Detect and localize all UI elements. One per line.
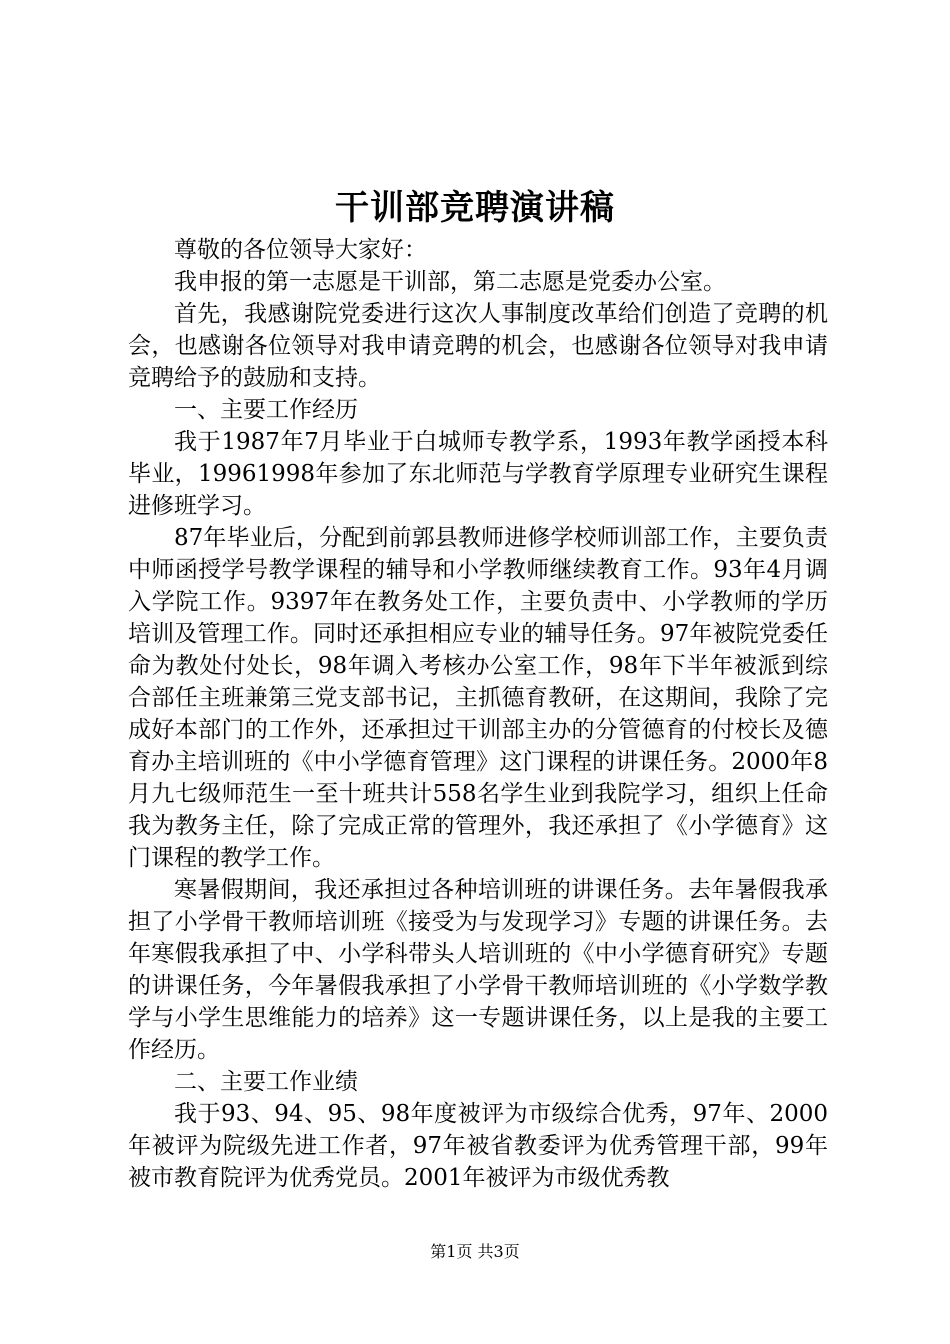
thanks-paragraph: 首先，我感谢院党委进行这次人事制度改革给们创造了竞聘的机会，也感谢各位领导对我申请竞聘的机会，也感谢各位领导对我申请竞聘给予的鼓励和支持。 <box>128 301 828 391</box>
work-history-paragraph: 87年毕业后，分配到前郭县教师进修学校师训部工作，主要负责中师函授学号教学课程的辅导和小学教师继续教育工作。93年4月调入学院工作。9397年在教务处工作，主要负责中、小学教师的学历培训及管理工作。同时还承担相应专业的辅导任务。97年被院党委任命为教处付处长，98年调入考核办公室工作，98年下半年被派到综合部任主班兼第三党支部书记，主抓德育教研，在这期间，我除了完成好本部门的工作外，还承担过干训部主办的分管德育的付校长及德育办主培训班的《中小学德育管理》这门课程的讲课任务。2000年8月九七级师范生一至十班共计558名学生业到我院学习，组织上任命我为教务主任，除了完成正常的管理外，我还承担了《小学德育》这门课程的教学工作。 <box>128 525 828 871</box>
section-heading-experience: 一、主要工作经历 <box>174 397 358 423</box>
document-body <box>128 234 828 1194</box>
greeting-paragraph: 尊敬的各位领导大家好： <box>174 237 427 263</box>
choice-paragraph: 我申报的第一志愿是干训部，第二志愿是党委办公室。 <box>174 269 726 295</box>
document-title: 干训部竞聘演讲稿 <box>335 188 615 228</box>
education-paragraph: 我于1987年7月毕业于白城师专教学系，1993年教学函授本科毕业，19961998年参加了东北师范与学教育学原理专业研究生课程进修班学习。 <box>128 429 828 519</box>
achievements-paragraph: 我于93、94、95、98年度被评为市级综合优秀，97年、2000年被评为院级先进工作者，97年被省教委评为优秀管理干部，99年被市教育院评为优秀党员。2001年被评为市级优秀教 <box>128 1101 828 1191</box>
training-paragraph: 寒暑假期间，我还承担过各种培训班的讲课任务。去年暑假我承担了小学骨干教师培训班《接受为与发现学习》专题的讲课任务。去年寒假我承担了中、小学科带头人培训班的《中小学德育研究》专题的讲课任务，今年暑假我承担了小学骨干教师培训班的《小学数学教学与小学生思维能力的培养》这一专题讲课任务，以上是我的主要工作经历。 <box>128 877 828 1063</box>
page-footer: 第1页 共3页 <box>430 1242 520 1261</box>
section-heading-achievements: 二、主要工作业绩 <box>174 1069 358 1095</box>
